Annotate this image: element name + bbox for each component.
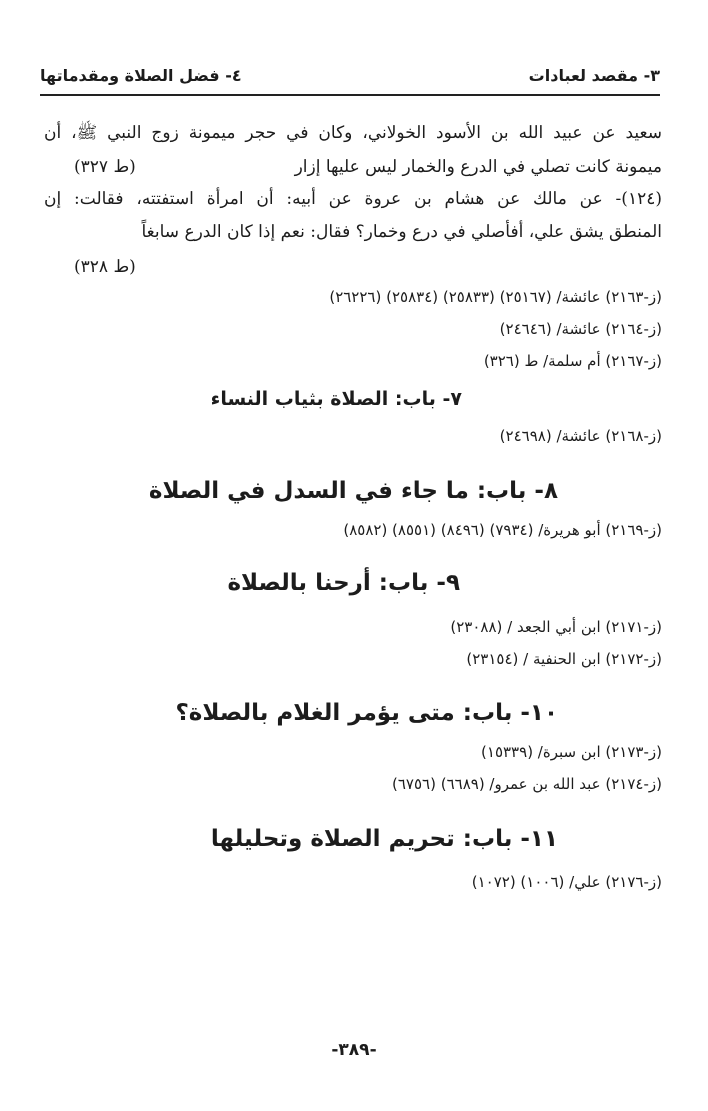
section-heading-7: ٧- باب: الصلاة بثياب النساء xyxy=(210,388,462,410)
body-line-3: (١٢٤)- عن مالك عن هشام بن عروة عن أبيه: أن امرأة استفتته، فقالت: إن xyxy=(44,189,662,209)
citation-ta-328: (ط ٣٢٨) xyxy=(74,257,136,277)
section-heading-10: ١٠- باب: متى يؤمر الغلام بالصلاة؟ xyxy=(175,700,558,726)
reference-line: (ز-٢١٧٤) عبد الله بن عمرو/ (٦٦٨٩) (٦٧٥٦) xyxy=(392,775,662,793)
reference-line: (ز-٢١٧٦) علي/ (١٠٠٦) (١٠٧٢) xyxy=(471,873,662,891)
section-heading-11: ١١- باب: تحريم الصلاة وتحليلها xyxy=(210,826,558,852)
reference-line: (ز-٢١٦٩) أبو هريرة/ (٧٩٣٤) (٨٤٩٦) (٨٥٥١) (٨٥٨٢) xyxy=(343,521,662,539)
running-header xyxy=(40,66,660,92)
body-line-4: المنطق يشق علي، أفأصلي في درع وخمار؟ فقال: نعم إذا كان الدرع سابغاً xyxy=(141,222,662,242)
body-line-1: سعيد عن عبيد الله بن الأسود الخولاني، وكان في حجر ميمونة زوج النبي ﷺ، أن xyxy=(44,123,662,143)
reference-line: (ز-٢١٧٣) ابن سبرة/ (١٥٣٣٩) xyxy=(481,743,662,761)
section-heading-9: ٩- باب: أرحنا بالصلاة xyxy=(227,570,460,596)
reference-line: (ز-٢١٧٢) ابن الحنفية / (٢٣١٥٤) xyxy=(466,650,662,668)
reference-line: (ز-٢١٦٨) عائشة/ (٢٤٦٩٨) xyxy=(499,427,662,445)
page-number: -٣٨٩- xyxy=(331,1040,377,1060)
header-rule xyxy=(40,94,660,96)
header-chapter-title: ٣- مقصد لعبادات xyxy=(528,66,660,85)
header-section-title: ٤- فضل الصلاة ومقدماتها xyxy=(40,66,242,85)
section-heading-8: ٨- باب: ما جاء في السدل في الصلاة xyxy=(148,478,558,504)
body-line-2: ميمونة كانت تصلي في الدرع والخمار ليس عليها إزار xyxy=(294,157,662,177)
reference-line: (ز-٢١٦٣) عائشة/ (٢٥١٦٧) (٢٥٨٣٣) (٢٥٨٣٤) (٢٦٢٢٦) xyxy=(329,288,662,306)
citation-ta-327: (ط ٣٢٧) xyxy=(74,157,136,177)
reference-line: (ز-٢١٧١) ابن أبي الجعد / (٢٣٠٨٨) xyxy=(450,618,662,636)
reference-line: (ز-٢١٦٧) أم سلمة/ ط (٣٢٦) xyxy=(483,352,662,370)
reference-line: (ز-٢١٦٤) عائشة/ (٢٤٦٤٦) xyxy=(499,320,662,338)
